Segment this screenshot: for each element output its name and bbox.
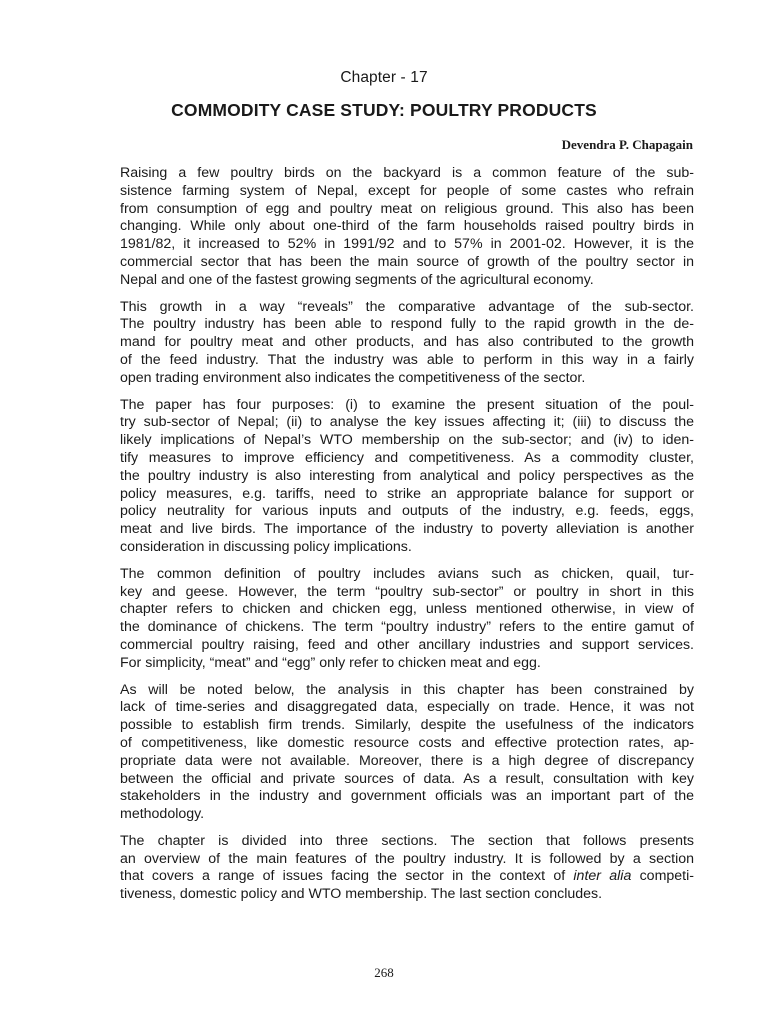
paragraph-line: This growth in a way “reveals” the comparative advantage of the sub-sector. [120, 298, 694, 315]
paragraph-line: changing. While only about one-third of the farm households raised poultry birds in [120, 218, 694, 235]
paragraph-line: chapter refers to chicken and chicken egg, unless mentioned otherwise, in view of [120, 601, 694, 618]
author-name: Devendra P. Chapagain [561, 137, 693, 152]
paragraph-line: The chapter is divided into three sections. The section that follows presents [120, 832, 694, 849]
paragraph-line: of competitiveness, like domestic resource costs and effective protection rates, ap- [120, 734, 694, 751]
line-text: that covers a range of issues facing the sector in the context of [120, 868, 574, 885]
chapter-label: Chapter - 17 [340, 69, 428, 86]
paragraph-line: the dominance of chickens. The term “poultry industry” refers to the entire gamut of [120, 619, 694, 636]
paragraph-line: methodology. [120, 806, 205, 823]
paragraph-line: between the official and private sources of data. As a result, consultation with key [120, 770, 694, 787]
paragraph-line: from consumption of egg and poultry meat on religious ground. This also has been [120, 200, 694, 217]
paragraph-3 [74, 397, 694, 557]
paragraph-line: likely implications of Nepal’s WTO membership on the sub-sector; and (iv) to iden- [120, 432, 694, 449]
paragraph-line: stakeholders in the industry and government officials was an important part of the [120, 788, 694, 805]
paragraph-line: The common definition of poultry includes avians such as chicken, quail, tur- [120, 565, 694, 582]
paragraph-line: The paper has four purposes: (i) to examine the present situation of the poul- [120, 396, 694, 413]
paragraph-line: The poultry industry has been able to respond fully to the rapid growth in the de- [120, 316, 694, 333]
paragraph-line: the poultry industry is also interesting from analytical and policy perspectives as the [120, 467, 694, 484]
paragraph-line: an overview of the main features of the poultry industry. It is followed by a section [120, 850, 694, 867]
paragraph-line: lack of time-series and disaggregated data, especially on trade. Hence, it was not [120, 699, 694, 716]
paragraph-line: possible to establish firm trends. Similarly, despite the usefulness of the indicators [120, 717, 694, 734]
paragraph-line: key and geese. However, the term “poultry sub-sector” or poultry in short in this [120, 583, 694, 600]
italic-phrase: inter alia [573, 868, 632, 885]
paragraph-line: As will be noted below, the analysis in this chapter has been constrained by [120, 681, 694, 698]
paragraph-line: commercial poultry raising, feed and other ancillary industries and support services. [120, 636, 694, 653]
paragraph-line-with-italic [74, 868, 694, 886]
paragraph-line: try sub-sector of Nepal; (ii) to analyse the key issues affecting it; (iii) to discuss the [120, 414, 694, 431]
paragraph-line: meat and live birds. The importance of the industry to poverty alleviation is another [120, 521, 694, 538]
paragraph-5 [74, 682, 694, 824]
paragraph-line: consideration in discussing policy implications. [120, 538, 412, 555]
paragraph-line: mand for poultry meat and other products, and has also contributed to the growth [120, 334, 694, 351]
paragraph-line: sistence farming system of Nepal, except for people of some castes who refrain [120, 182, 694, 199]
line-text: competi- [631, 868, 694, 885]
paragraph-4 [74, 566, 694, 673]
paragraph-line: policy measures, e.g. tariffs, need to strike an appropriate balance for support or [120, 485, 694, 502]
page-number: 268 [374, 965, 394, 980]
paragraph-line: Nepal and one of the fastest growing segments of the agricultural economy. [120, 271, 594, 288]
paragraph-line: propriate data were not available. Moreover, there is a high degree of discrepancy [120, 752, 694, 769]
paragraph-line: Raising a few poultry birds on the backyard is a common feature of the sub- [120, 165, 694, 181]
paragraph-line: For simplicity, “meat” and “egg” only refer to chicken meat and egg. [120, 654, 541, 671]
paragraph-line: tiveness, domestic policy and WTO membership. The last section concludes. [120, 886, 603, 903]
chapter-title: COMMODITY CASE STUDY: POULTRY PRODUCTS [171, 100, 597, 120]
body-text [74, 165, 694, 913]
paragraph-line: of the feed industry. That the industry was able to perform in this way in a fairly [120, 351, 694, 368]
paragraph-1 [74, 165, 694, 290]
paragraph-2 [74, 299, 694, 388]
paragraph-line: open trading environment also indicates the competitiveness of the sector. [120, 369, 586, 386]
paragraph-line: 1981/82, it increased to 52% in 1991/92 and to 57% in 2001-02. However, it is the [120, 236, 694, 253]
paragraph-6 [74, 833, 694, 904]
paragraph-line: tify measures to improve efficiency and competitiveness. As a commodity cluster, [120, 449, 694, 466]
paragraph-line: commercial sector that has been the main source of growth of the poultry sector in [120, 253, 694, 270]
paragraph-line: policy neutrality for various inputs and outputs of the industry, e.g. feeds, eggs, [120, 503, 694, 520]
